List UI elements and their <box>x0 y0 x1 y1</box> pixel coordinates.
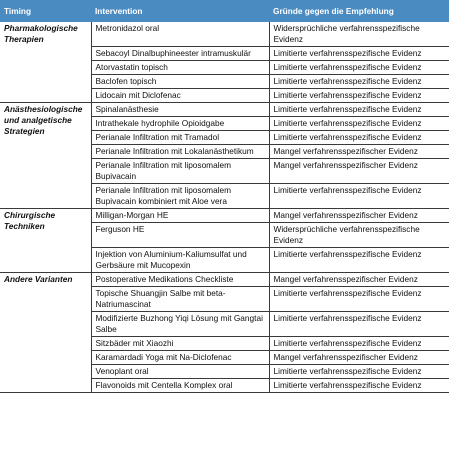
intervention-cell: Atorvastatin topisch <box>91 61 269 75</box>
intervention-cell: Perianale Infiltration mit Tramadol <box>91 131 269 145</box>
timing-group-label: Andere Varianten <box>0 273 91 393</box>
reason-cell: Limitierte verfahrensspezifische Evidenz <box>269 379 449 393</box>
intervention-cell: Postoperative Medikations Checkliste <box>91 273 269 287</box>
reason-cell: Limitierte verfahrensspezifische Evidenz <box>269 312 449 337</box>
timing-group-label: Chirurgische Techniken <box>0 209 91 273</box>
intervention-cell: Sitzbäder mit Xiaozhi <box>91 337 269 351</box>
reason-cell: Mangel verfahrensspezifischer Evidenz <box>269 273 449 287</box>
intervention-cell: Perianale Infiltration mit Lokalanästhetikum <box>91 145 269 159</box>
intervention-cell: Venoplant oral <box>91 365 269 379</box>
intervention-cell: Spinalanästhesie <box>91 103 269 117</box>
reason-cell: Limitierte verfahrensspezifische Evidenz <box>269 184 449 209</box>
reason-cell: Limitierte verfahrensspezifische Evidenz <box>269 131 449 145</box>
intervention-cell: Ferguson HE <box>91 223 269 248</box>
intervention-cell: Perianale Infiltration mit liposomalem Bupivacain <box>91 159 269 184</box>
intervention-cell: Lidocain mit Diclofenac <box>91 89 269 103</box>
intervention-cell: Topische Shuangjin Salbe mit beta-Natriumascinat <box>91 287 269 312</box>
intervention-cell: Flavonoids mit Centella Komplex oral <box>91 379 269 393</box>
header-reason: Gründe gegen die Empfehlung <box>269 0 449 22</box>
table-header <box>0 0 449 22</box>
header-timing: Timing <box>0 0 91 22</box>
reason-cell: Limitierte verfahrensspezifische Evidenz <box>269 61 449 75</box>
table-row <box>0 22 449 47</box>
header-row <box>0 0 449 22</box>
reason-cell: Limitierte verfahrensspezifische Evidenz <box>269 89 449 103</box>
intervention-cell: Karamardadi Yoga mit Na-Diclofenac <box>91 351 269 365</box>
intervention-cell: Perianale Infiltration mit liposomalem Bupivacain kombiniert mit Aloe vera <box>91 184 269 209</box>
intervention-cell: Baclofen topisch <box>91 75 269 89</box>
reason-cell: Widersprüchliche verfahrensspezifische Evidenz <box>269 223 449 248</box>
reason-cell: Mangel verfahrensspezifischer Evidenz <box>269 159 449 184</box>
reason-cell: Limitierte verfahrensspezifische Evidenz <box>269 117 449 131</box>
intervention-cell: Modifizierte Buzhong Yiqi Lösung mit Gangtai Salbe <box>91 312 269 337</box>
table-row <box>0 103 449 117</box>
reason-cell: Limitierte verfahrensspezifische Evidenz <box>269 47 449 61</box>
header-intervention: Intervention <box>91 0 269 22</box>
intervention-cell: Milligan-Morgan HE <box>91 209 269 223</box>
reason-cell: Mangel verfahrensspezifischer Evidenz <box>269 145 449 159</box>
reason-cell: Mangel verfahrensspezifischer Evidenz <box>269 351 449 365</box>
intervention-cell: Intrathekale hydrophile Opioidgabe <box>91 117 269 131</box>
intervention-cell: Sebacoyl Dinalbuphineester intramuskulär <box>91 47 269 61</box>
reason-cell: Limitierte verfahrensspezifische Evidenz <box>269 103 449 117</box>
timing-group-label: Anästhesiologische und analgetische Strategien <box>0 103 91 209</box>
intervention-cell: Metronidazol oral <box>91 22 269 47</box>
reason-cell: Limitierte verfahrensspezifische Evidenz <box>269 365 449 379</box>
reason-cell: Limitierte verfahrensspezifische Evidenz <box>269 248 449 273</box>
reason-cell: Limitierte verfahrensspezifische Evidenz <box>269 287 449 312</box>
table-row <box>0 273 449 287</box>
intervention-cell: Injektion von Aluminium-Kaliumsulfat und Gerbsäure mit Mucopexin <box>91 248 269 273</box>
table-body <box>0 22 449 393</box>
timing-group-label: Pharmakologische Therapien <box>0 22 91 103</box>
reason-cell: Limitierte verfahrensspezifische Evidenz <box>269 337 449 351</box>
reason-cell: Widersprüchliche verfahrensspezifische Evidenz <box>269 22 449 47</box>
table-row <box>0 209 449 223</box>
reason-cell: Limitierte verfahrensspezifische Evidenz <box>269 75 449 89</box>
reason-cell: Mangel verfahrensspezifischer Evidenz <box>269 209 449 223</box>
